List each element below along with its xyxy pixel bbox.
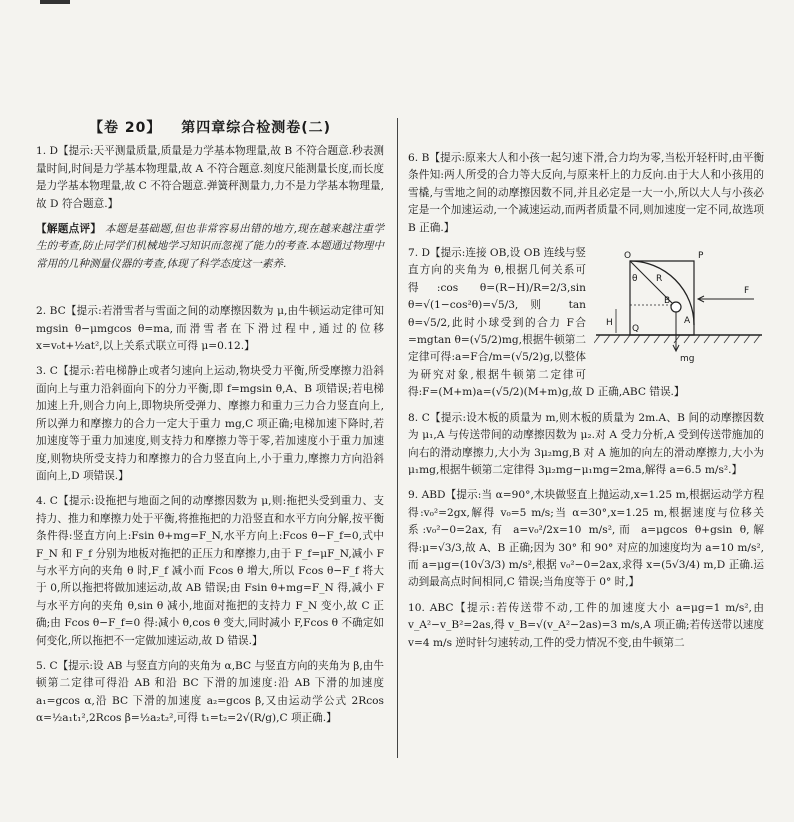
answer-3: 3. C【提示:若电梯静止或者匀速向上运动,物块受力平衡,所受摩擦力沿斜面向上与重力沿斜面向下的分力平衡,即 f=mgsin θ,A、B 项错误;若电梯加速上升,则合力向上,即物块所受弹力、摩擦力和重力三力合力竖直向上,所以弹力和摩擦力的合力一定大于重力 mg,C 项正确;电梯加速下降时,若加速度等于重力加速度,则支持力和摩擦力等于零,若加速度小于重力加速度,则物块所受支持力和摩擦力的合力竖直向上,小于重力,摩擦力方向沿斜面向上,D 项错误.】 xyxy=(36,365,384,482)
answer-6: 6. B【提示:原来大人和小孩一起匀速下滑,合力均为零,当松开轻杆时,由平衡条件知:两人所受的合力等大反向,与原来杆上的力反向.由于大人和小孩用的雪橇,与雪地之间的动摩擦因数不同,并且必定是一大一小,所以大人与小孩必定是一个加速运动,一个减速运动,而两者质量不同,则加速度一定不同,故选项 B 正确.】 xyxy=(408,152,764,234)
label-B: B xyxy=(664,296,671,307)
label-mg: mg xyxy=(680,354,695,365)
answer-7: 7. D【提示:连接 OB,设 OB 连线与竖直方向的夹角为 θ,根据几何关系可得:cos θ=(R−H)/R=2/3,sin θ=√(1−cos²θ)=√5/3,则 tan θ=√5/2,此时小球受到的合力 F合=mgtan θ=(√5/2)mg,根据牛顿第二定律可得:a=F合/m=(√5/2)g,以整体为研究对象,根据牛顿第二定律可得:F=(M+m)a=(√5/2)(M+m)g,故 D 正确,ABC 错误.】 xyxy=(408,247,685,399)
exam-title: 第四章综合检测卷(二) xyxy=(181,120,332,136)
answer-4: 4. C【提示:设拖把与地面之间的动摩擦因数为 μ,则:拖把头受到重力、支持力、推力和摩擦力处于平衡,将推拖把的力沿竖直和水平方向分解,按平衡条件得:竖直方向上:Fsin θ+mg=F_N,水平方向上:Fcos θ−F_f=0,式中 F_N 和 F_f 分别为地板对拖把的正压力和摩擦力,由于 F_f=μF_N,减小 F 与水平方向的夹角 θ 时,F_f 减小而 Fcos θ 增大,所以 Fcos θ−F_f 将大于 0,所以拖把将做加速运动,故 AB 错误;由 Fsin θ+mg=F_N 得,减小 F 与水平方向的夹角 θ,sin θ 减小,地面对拖把的支持力 F_N 变小,故 C 正确;由 Fcos θ−F_f=0 得:减小 θ,cos θ 变大,同时减小 F,Fcos θ 不确定如何变化,所以拖把不一定做加速运动,故 D 错误.】 xyxy=(36,495,384,647)
page-corner-mark xyxy=(40,0,70,4)
left-column xyxy=(36,120,384,736)
answer-2: 2. BC【提示:若滑雪者与雪面之间的动摩擦因数为 μ,由牛顿运动定律可知 mgsin θ−μmgcos θ=ma,而滑雪者在下滑过程中,通过的位移 x=v₀t+½at²,以上关系式联立可得 μ=0.12.】 xyxy=(36,305,384,353)
answer-10: 10. ABC【提示:若传送带不动,工件的加速度大小 a=μg=1 m/s²,由 v_A²−v_B²=2as,得 v_B=√(v_A²−2as)=3 m/s,A 项正确;若传送带以速度 v=4 m/s 逆时针匀速转动,工件的受力情况不变,由牛顿第二 xyxy=(408,601,764,649)
answer-5: 5. C【提示:设 AB 与竖直方向的夹角为 α,BC 与竖直方向的夹角为 β,由牛顿第二定律可得沿 AB 和沿 BC 下滑的加速度:沿 AB 下滑的加速度 a₁=gcos α,沿 BC 下滑的加速度 a₂=gcos β,又由运动学公式 2Rcos α=½a₁t₁²,2Rcos β=½a₂t₂²,可得 t₁=t₂=2√(R/g),C 项正确.】 xyxy=(36,659,384,725)
comment-text: 本题是基础题,但也非常容易出错的地方,现在越来越注重学生的考查,防止同学们机械地学习知识而忽视了能力的考查.本题通过物理中常用的几种测量仪器的考查,体现了科学态度这一素养. xyxy=(36,223,385,270)
comment-label: 【解题点评】 xyxy=(36,223,102,236)
label-theta: θ xyxy=(632,274,638,285)
physics-figure xyxy=(594,247,764,367)
answer-1-comment xyxy=(36,221,384,273)
label-F: F xyxy=(744,286,750,297)
spacer xyxy=(36,281,384,303)
label-R: R xyxy=(656,274,663,285)
incline-diagram xyxy=(594,247,764,367)
right-column xyxy=(408,150,764,660)
exam-tag: 【卷 20】 xyxy=(88,120,162,136)
label-P: P xyxy=(698,251,704,262)
answer-9: 9. ABD【提示:当 α=90°,木块做竖直上抛运动,x=1.25 m,根据运动学方程得:v₀²=2gx,解得 v₀=5 m/s;当 α=30°,x=1.25 m,根据速度与位移关系:v₀²−0=2ax,有 a=v₀²/2x=10 m/s²,而 a=μgcos θ+gsin θ,解得:μ=√3/3,故 A、B 正确;因为 30° 和 90° 对应的加速度均为 a=10 m/s²,而 a=μg=(10√3/3) m/s²,根据 v₀²−0=2ax,求得 x=(5√3/4) m,D 正确.运动到最高点时间相同,C 错误;当角度等于 0° 时,】 xyxy=(408,489,764,589)
column-divider xyxy=(397,118,398,758)
label-Q: Q xyxy=(632,324,640,335)
label-O: O xyxy=(624,251,632,262)
page-title xyxy=(36,120,384,137)
answer-1: 1. D【提示:天平测量质量,质量是力学基本物理量,故 B 不符合题意.秒表测量时间,时间是力学基本物理量,故 A 不符合题意.刻度尺能测量长度,而长度是力学基本物理量,故 C 不符合题意.弹簧秤测量力,力不是力学基本物理量,故 D 符合题意.】 xyxy=(36,145,384,210)
label-H: H xyxy=(606,318,613,329)
answer-8: 8. C【提示:设木板的质量为 m,则木板的质量为 2m.A、B 间的动摩擦因数为 μ₁,A 与传送带间的动摩擦因数为 μ₂.对 A 受力分析,A 受到传送带施加的向右的滑动摩擦力,大小为 3μ₂mg,B 对 A 施加的向左的滑动摩擦力,大小为 μ₁mg,根据牛顿第二定律得 3μ₂mg−μ₁mg=2ma,解得 a=6.5 m/s².】 xyxy=(408,411,764,476)
label-A: A xyxy=(684,316,691,327)
